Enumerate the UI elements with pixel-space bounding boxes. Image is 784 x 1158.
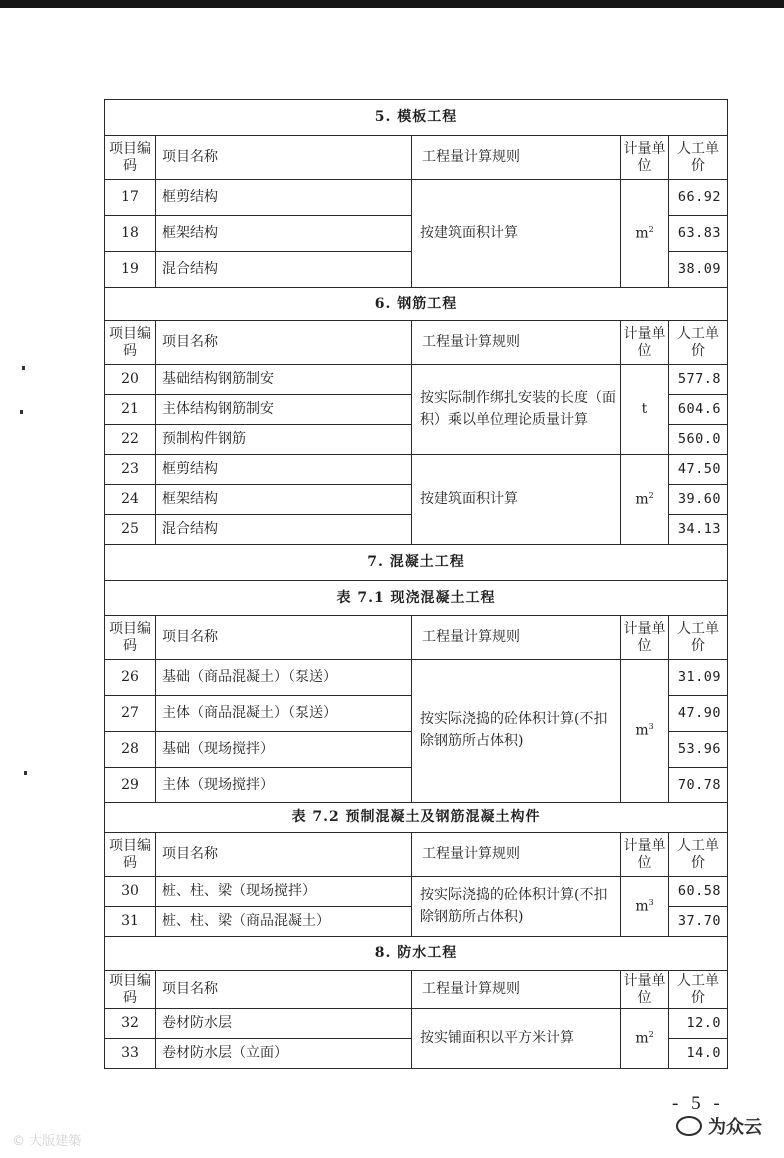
header-price: 人工单价 bbox=[669, 321, 728, 365]
row-code: 33 bbox=[105, 1039, 156, 1069]
row-name: 桩、柱、梁（商品混凝土） bbox=[156, 907, 412, 937]
header-name: 项目名称 bbox=[156, 833, 412, 877]
header-name: 项目名称 bbox=[156, 321, 412, 365]
row-name: 框剪结构 bbox=[156, 455, 412, 485]
row-price: 14.0 bbox=[669, 1039, 728, 1069]
row-code: 23 bbox=[105, 455, 156, 485]
row-name: 卷材防水层（立面） bbox=[156, 1039, 412, 1069]
header-unit: 计量单位 bbox=[621, 136, 669, 180]
header-code: 项目编码 bbox=[105, 971, 156, 1009]
row-name: 基础（商品混凝土）（泵送） bbox=[156, 660, 412, 696]
table-7-1-title: 表 7.1 现浇混凝土工程 bbox=[105, 581, 728, 616]
row-price: 53.96 bbox=[669, 732, 728, 768]
header-price: 人工单价 bbox=[669, 616, 728, 660]
row-price: 604.6 bbox=[669, 395, 728, 425]
section-7-row bbox=[105, 545, 728, 581]
header-unit: 计量单位 bbox=[621, 321, 669, 365]
row-name: 桩、柱、梁（现场搅拌） bbox=[156, 877, 412, 907]
header-unit: 计量单位 bbox=[621, 833, 669, 877]
row-name: 混合结构 bbox=[156, 515, 412, 545]
row-code: 20 bbox=[105, 365, 156, 395]
header-row bbox=[105, 971, 728, 1009]
row-price: 47.50 bbox=[669, 455, 728, 485]
row-name: 基础结构钢筋制安 bbox=[156, 365, 412, 395]
header-price: 人工单价 bbox=[669, 971, 728, 1009]
watermark-right-text: 为众云 bbox=[708, 1117, 762, 1138]
watermark-left: © 大版建築 bbox=[12, 1134, 82, 1149]
row-rule: 按实际制作绑扎安装的长度（面积）乘以单位理论质量计算 bbox=[412, 365, 621, 455]
header-rule: 工程量计算规则 bbox=[412, 136, 621, 180]
row-price: 70.78 bbox=[669, 768, 728, 803]
row-code: 19 bbox=[105, 252, 156, 288]
row-price: 37.70 bbox=[669, 907, 728, 937]
row-code: 18 bbox=[105, 216, 156, 252]
table-row bbox=[105, 455, 728, 485]
row-rule: 按实铺面积以平方米计算 bbox=[412, 1009, 621, 1069]
row-unit: $m^3$ bbox=[621, 660, 669, 803]
header-code: 项目编码 bbox=[105, 321, 156, 365]
row-name: 混合结构 bbox=[156, 252, 412, 288]
row-name: 基础（现场搅拌） bbox=[156, 732, 412, 768]
row-name: 主体（商品混凝土）（泵送） bbox=[156, 696, 412, 732]
scan-speck bbox=[22, 366, 25, 370]
wechat-icon bbox=[676, 1116, 702, 1136]
labor-price-table bbox=[104, 99, 728, 1069]
header-name: 项目名称 bbox=[156, 136, 412, 180]
row-code: 22 bbox=[105, 425, 156, 455]
row-code: 32 bbox=[105, 1009, 156, 1039]
section-5-title: 5. 模板工程 bbox=[105, 100, 728, 136]
row-price: 60.58 bbox=[669, 877, 728, 907]
table-7-1-row bbox=[105, 581, 728, 616]
header-unit: 计量单位 bbox=[621, 616, 669, 660]
row-price: 12.0 bbox=[669, 1009, 728, 1039]
header-rule: 工程量计算规则 bbox=[412, 833, 621, 877]
section-8-row bbox=[105, 937, 728, 971]
scan-speck bbox=[24, 771, 27, 775]
row-code: 17 bbox=[105, 180, 156, 216]
header-row bbox=[105, 616, 728, 660]
header-row bbox=[105, 833, 728, 877]
header-row bbox=[105, 136, 728, 180]
row-code: 27 bbox=[105, 696, 156, 732]
row-unit: $m^2$ bbox=[621, 455, 669, 545]
row-unit: $m^2$ bbox=[621, 180, 669, 288]
row-name: 框架结构 bbox=[156, 485, 412, 515]
header-code: 项目编码 bbox=[105, 136, 156, 180]
row-price: 63.83 bbox=[669, 216, 728, 252]
table-row bbox=[105, 660, 728, 696]
header-name: 项目名称 bbox=[156, 616, 412, 660]
row-price: 34.13 bbox=[669, 515, 728, 545]
watermark-right bbox=[676, 1113, 762, 1139]
row-name: 卷材防水层 bbox=[156, 1009, 412, 1039]
row-rule: 按建筑面积计算 bbox=[412, 455, 621, 545]
row-name: 主体（现场搅拌） bbox=[156, 768, 412, 803]
row-name: 预制构件钢筋 bbox=[156, 425, 412, 455]
header-row bbox=[105, 321, 728, 365]
section-6-row bbox=[105, 288, 728, 321]
section-6-title: 6. 钢筋工程 bbox=[105, 288, 728, 321]
row-price: 66.92 bbox=[669, 180, 728, 216]
section-7-title: 7. 混凝土工程 bbox=[105, 545, 728, 581]
table-7-2-row bbox=[105, 803, 728, 833]
header-rule: 工程量计算规则 bbox=[412, 616, 621, 660]
header-price: 人工单价 bbox=[669, 136, 728, 180]
table-row bbox=[105, 1009, 728, 1039]
row-rule: 按建筑面积计算 bbox=[412, 180, 621, 288]
row-price: 47.90 bbox=[669, 696, 728, 732]
row-price: 39.60 bbox=[669, 485, 728, 515]
scan-speck bbox=[20, 410, 23, 414]
table-row bbox=[105, 365, 728, 395]
header-price: 人工单价 bbox=[669, 833, 728, 877]
row-price: 577.8 bbox=[669, 365, 728, 395]
header-unit: 计量单位 bbox=[621, 971, 669, 1009]
page-number: - 5 - bbox=[672, 1093, 724, 1114]
header-name: 项目名称 bbox=[156, 971, 412, 1009]
table-7-2-title: 表 7.2 预制混凝土及钢筋混凝土构件 bbox=[105, 803, 728, 833]
row-price: 38.09 bbox=[669, 252, 728, 288]
row-code: 21 bbox=[105, 395, 156, 425]
row-code: 25 bbox=[105, 515, 156, 545]
table-row bbox=[105, 877, 728, 907]
row-code: 30 bbox=[105, 877, 156, 907]
row-code: 26 bbox=[105, 660, 156, 696]
table-row bbox=[105, 180, 728, 216]
header-rule: 工程量计算规则 bbox=[412, 971, 621, 1009]
header-rule: 工程量计算规则 bbox=[412, 321, 621, 365]
section-5-row bbox=[105, 100, 728, 136]
row-unit: $m^3$ bbox=[621, 877, 669, 937]
header-code: 项目编码 bbox=[105, 616, 156, 660]
row-unit: $m^2$ bbox=[621, 1009, 669, 1069]
scan-top-edge bbox=[0, 0, 784, 8]
row-code: 28 bbox=[105, 732, 156, 768]
row-code: 24 bbox=[105, 485, 156, 515]
row-name: 框剪结构 bbox=[156, 180, 412, 216]
section-8-title: 8. 防水工程 bbox=[105, 937, 728, 971]
row-name: 框架结构 bbox=[156, 216, 412, 252]
row-code: 31 bbox=[105, 907, 156, 937]
row-code: 29 bbox=[105, 768, 156, 803]
row-rule: 按实际浇捣的砼体积计算(不扣除钢筋所占体积) bbox=[412, 877, 621, 937]
row-price: 560.0 bbox=[669, 425, 728, 455]
row-price: 31.09 bbox=[669, 660, 728, 696]
row-unit: t bbox=[621, 365, 669, 455]
row-name: 主体结构钢筋制安 bbox=[156, 395, 412, 425]
row-rule: 按实际浇捣的砼体积计算(不扣除钢筋所占体积) bbox=[412, 660, 621, 803]
header-code: 项目编码 bbox=[105, 833, 156, 877]
